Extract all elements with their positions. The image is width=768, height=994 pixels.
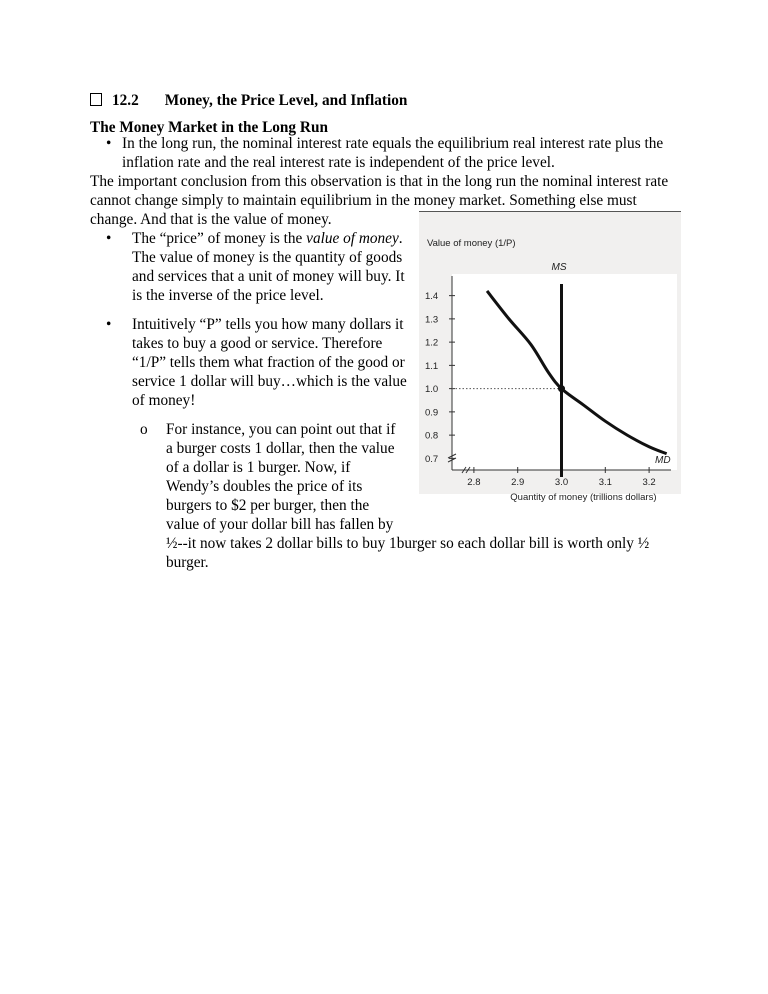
x-axis-title: Quantity of money (trillions dollars) [510, 492, 657, 503]
x-tick-label: 3.2 [642, 477, 656, 488]
bullet2-line2: The value of money is the quantity of goods [132, 249, 403, 266]
bullet1-line2: inflation rate and the real interest rate is independent of the price level. [122, 154, 555, 171]
paragraph-line3: change. And that is the value of money. [90, 211, 332, 228]
y-tick-label: 1.2 [425, 337, 439, 349]
ms-label: MS [551, 262, 567, 273]
paragraph-line1: The important conclusion from this observation is that in the long run the nominal interest rate [90, 173, 669, 190]
sub-bullet-line2: a burger costs 1 dollar, then the value [166, 440, 395, 457]
bullet3-line3: “1/P” tells them what fraction of the good or [132, 354, 405, 371]
y-axis-title: Value of money (1/P) [427, 238, 516, 249]
sub-bullet-line4: Wendy’s doubles the price of its [166, 478, 363, 495]
bullet2-line4: is the inverse of the price level. [132, 287, 324, 304]
bullet-marker: • [106, 316, 112, 333]
y-tick-label: 0.8 [425, 430, 439, 442]
sub-bullet-marker: o [140, 421, 148, 438]
y-tick-label: 1.3 [425, 314, 439, 326]
bullet2-suffix: . [398, 230, 403, 247]
sub-bullet-line6: value of your dollar bill has fallen by [166, 516, 394, 533]
bullet3-line2: takes to buy a good or service. Therefore [132, 335, 383, 352]
bullet3-line4: service 1 dollar will buy…which is the value [132, 373, 407, 390]
bullet3-line1: Intuitively “P” tells you how many dollars it [132, 316, 404, 333]
md-label: MD [655, 455, 671, 467]
money-market-chart [419, 212, 681, 503]
sub-bullet-line8: burger. [166, 554, 209, 571]
sub-bullet-line5: burgers to $2 per burger, then the [166, 497, 370, 514]
bullet2-line3: and services that a unit of money will buy. It [132, 268, 405, 285]
plot-area [452, 274, 677, 470]
x-tick-label: 2.9 [511, 477, 525, 488]
subheading: The Money Market in the Long Run [90, 119, 328, 136]
section-number: 12.2 [112, 92, 139, 109]
y-tick-label: 1.1 [425, 360, 439, 372]
sub-bullet-line7: ½--it now takes 2 dollar bills to buy 1burger so each dollar bill is worth only ½ [166, 535, 650, 552]
bullet-marker: • [106, 135, 112, 152]
bullet1-line1: In the long run, the nominal interest rate equals the equilibrium real interest rate plus the [122, 135, 664, 152]
y-tick-label: 1.4 [425, 291, 439, 303]
sub-bullet-line1: For instance, you can point out that if [166, 421, 396, 438]
x-tick-label: 3.0 [554, 477, 569, 488]
bullet2-prefix: The “price” of money is the [132, 230, 307, 247]
sub-bullet-line3: of a dollar is 1 burger. Now, if [166, 459, 351, 476]
equilibrium-point [558, 385, 565, 392]
bullet2-emphasis: value of money [306, 230, 399, 247]
x-tick-label: 3.1 [598, 477, 612, 488]
section-heading [90, 92, 407, 110]
paragraph-line2: cannot change simply to maintain equilibrium in the money market. Something else must [90, 192, 637, 209]
x-tick-label: 2.8 [467, 477, 481, 488]
bullet3-line5: of money! [132, 392, 196, 409]
bullet-marker: • [106, 230, 112, 247]
y-tick-label: 0.7 [425, 453, 439, 465]
chart-svg [419, 212, 681, 503]
checkbox-glyph-icon [90, 93, 102, 106]
section-title: Money, the Price Level, and Inflation [164, 92, 408, 109]
y-tick-label: 0.9 [425, 407, 439, 419]
y-tick-label: 1.0 [425, 384, 439, 396]
bullet2-first-line [132, 230, 403, 248]
